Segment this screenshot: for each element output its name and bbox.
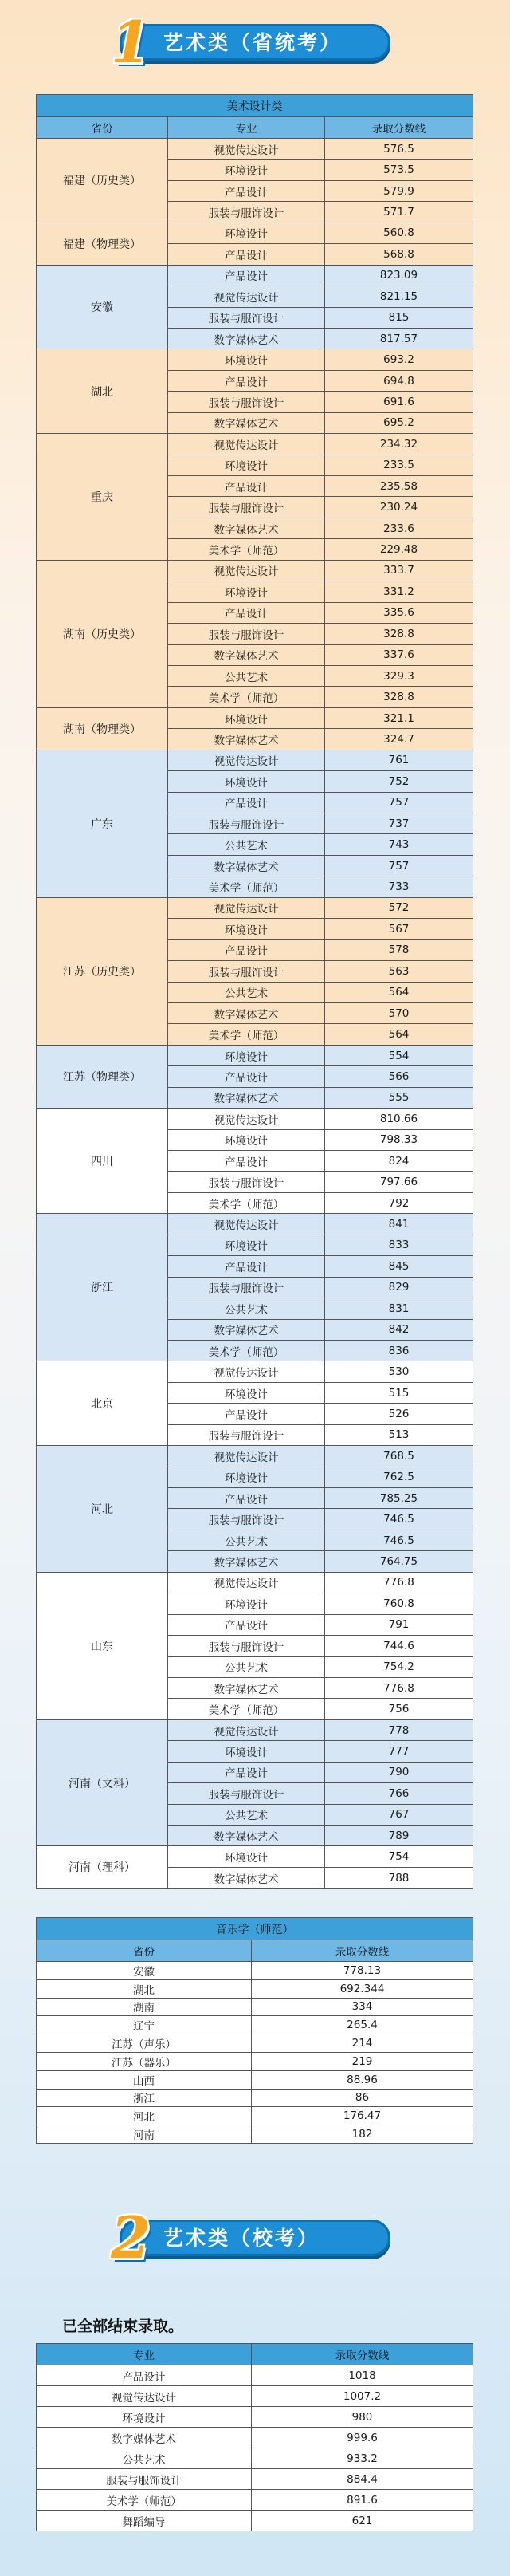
- table-row: [37, 2016, 473, 2034]
- major-cell: 环境设计: [168, 160, 325, 180]
- score-cell: 776.8: [325, 1572, 473, 1593]
- major-cell: 公共艺术: [168, 1656, 325, 1677]
- major-cell: 公共艺术: [168, 834, 325, 855]
- major-cell: 服装与服饰设计: [168, 307, 325, 328]
- major-cell: 环境设计: [168, 1467, 325, 1487]
- art-score-table: [36, 94, 473, 1889]
- score-cell: 328.8: [325, 687, 473, 707]
- score-cell: 788: [325, 1867, 473, 1888]
- major-cell: 环境设计: [168, 771, 325, 792]
- major-cell: 数字媒体艺术: [168, 1319, 325, 1340]
- table-row: [37, 1109, 473, 1129]
- music-score-table: [36, 1917, 473, 2144]
- major-cell: 美术学（师范）: [168, 539, 325, 560]
- col-header-score: 录取分数线: [325, 117, 473, 139]
- table-row: [37, 750, 473, 770]
- province-cell: 湖南: [37, 1998, 252, 2016]
- score-cell: 754: [325, 1846, 473, 1867]
- major-cell: 环境设计: [168, 1846, 325, 1867]
- province-cell: 湖北: [37, 349, 168, 434]
- score-cell: 737: [325, 813, 473, 834]
- province-cell: 河北: [37, 2107, 252, 2125]
- major-cell: 公共艺术: [168, 1298, 325, 1319]
- table-row: [37, 707, 473, 728]
- major-cell: 产品设计: [168, 1404, 325, 1424]
- major-cell: 视觉传达设计: [168, 897, 325, 918]
- province-cell: 安徽: [37, 1962, 252, 1980]
- score-cell: 560.8: [325, 223, 473, 243]
- major-cell: 产品设计: [168, 265, 325, 286]
- score-cell: 764.75: [325, 1551, 473, 1572]
- table-row: [37, 2070, 473, 2089]
- school-exam-score-table: [36, 2343, 473, 2531]
- score-cell: 778.13: [252, 1962, 473, 1980]
- score-cell: 621: [252, 2511, 473, 2531]
- major-cell: 视觉传达设计: [168, 1109, 325, 1129]
- score-cell: 233.6: [325, 518, 473, 538]
- province-cell: 河南（理科）: [37, 1846, 168, 1889]
- table-row: [37, 2448, 473, 2469]
- section1-number: 1: [110, 8, 151, 76]
- score-cell: 176.47: [252, 2107, 473, 2125]
- table-row: [37, 2407, 473, 2428]
- table-row: [37, 139, 473, 160]
- score-cell: 1007.2: [252, 2386, 473, 2407]
- major-cell: 产品设计: [168, 476, 325, 497]
- score-cell: 333.7: [325, 560, 473, 581]
- major-cell: 数字媒体艺术: [168, 1677, 325, 1698]
- major-cell: 服装与服饰设计: [168, 624, 325, 644]
- province-cell: 福建（物理类）: [37, 223, 168, 265]
- score-cell: 1018: [252, 2365, 473, 2386]
- music-table-title: 音乐学（师范）: [37, 1918, 473, 1940]
- major-cell: 服装与服饰设计: [168, 1424, 325, 1445]
- score-cell: 214: [252, 2034, 473, 2053]
- score-cell: 692.344: [252, 1979, 473, 1998]
- province-cell: 北京: [37, 1361, 168, 1446]
- major-cell: 服装与服饰设计: [168, 813, 325, 834]
- major-cell: 产品设计: [168, 1488, 325, 1509]
- table-row: [37, 2365, 473, 2386]
- major-cell: 服装与服饰设计: [168, 1509, 325, 1530]
- major-cell: 环境设计: [168, 1129, 325, 1150]
- score-cell: 334: [252, 1998, 473, 2016]
- score-cell: 760.8: [325, 1593, 473, 1614]
- major-cell: 服装与服饰设计: [168, 961, 325, 982]
- table-row: [37, 2089, 473, 2107]
- major-cell: 服装与服饰设计: [168, 1172, 325, 1192]
- score-cell: 841: [325, 1214, 473, 1235]
- col-header-province: 省份: [37, 117, 168, 139]
- table-row: [37, 1719, 473, 1740]
- score-cell: 821.15: [325, 286, 473, 307]
- major-cell: 视觉传达设计: [168, 1719, 325, 1740]
- table-row: [37, 560, 473, 581]
- major-cell: 公共艺术: [168, 1530, 325, 1550]
- major-cell: 数字媒体艺术: [168, 1002, 325, 1023]
- score-cell: 530: [325, 1361, 473, 1382]
- table-row: [37, 1979, 473, 1998]
- score-cell: 817.57: [325, 328, 473, 349]
- score-cell: 572: [325, 897, 473, 918]
- score-cell: 776.8: [325, 1677, 473, 1698]
- table-row: [37, 2052, 473, 2070]
- major-cell: 公共艺术: [37, 2448, 252, 2469]
- major-cell: 舞蹈编导: [37, 2511, 252, 2531]
- score-cell: 335.6: [325, 602, 473, 623]
- score-cell: 831: [325, 1298, 473, 1319]
- score-cell: 265.4: [252, 2016, 473, 2034]
- score-cell: 328.8: [325, 624, 473, 644]
- province-cell: 浙江: [37, 1214, 168, 1361]
- table-row: [37, 1214, 473, 1235]
- table-row: [37, 2428, 473, 2448]
- table-row: [37, 1846, 473, 1867]
- major-cell: 产品设计: [168, 1762, 325, 1782]
- major-cell: 环境设计: [168, 919, 325, 939]
- music-header-province: 省份: [37, 1940, 252, 1962]
- score-cell: 746.5: [325, 1530, 473, 1550]
- score-cell: 815: [325, 307, 473, 328]
- music-header-score: 录取分数线: [252, 1940, 473, 1962]
- score-cell: 331.2: [325, 581, 473, 602]
- major-cell: 视觉传达设计: [168, 139, 325, 160]
- province-cell: 湖南（历史类）: [37, 560, 168, 707]
- score-cell: 234.32: [325, 434, 473, 455]
- score-cell: 756: [325, 1699, 473, 1719]
- province-cell: 湖北: [37, 1979, 252, 1998]
- major-cell: 视觉传达设计: [168, 1214, 325, 1235]
- art-table-title: 美术设计类: [37, 95, 473, 117]
- province-cell: 河南（文科）: [37, 1719, 168, 1846]
- major-cell: 产品设计: [168, 1066, 325, 1087]
- score-cell: 693.2: [325, 349, 473, 370]
- major-cell: 环境设计: [168, 349, 325, 370]
- major-cell: 产品设计: [168, 602, 325, 623]
- major-cell: 公共艺术: [168, 1804, 325, 1825]
- province-cell: 江苏（声乐）: [37, 2034, 252, 2053]
- score-cell: 563: [325, 961, 473, 982]
- major-cell: 环境设计: [168, 581, 325, 602]
- major-cell: 环境设计: [168, 1045, 325, 1065]
- score-cell: 768.5: [325, 1446, 473, 1467]
- score-cell: 767: [325, 1804, 473, 1825]
- score-cell: 733: [325, 876, 473, 897]
- score-cell: 757: [325, 855, 473, 876]
- province-cell: 辽宁: [37, 2016, 252, 2034]
- major-cell: 环境设计: [168, 1741, 325, 1762]
- score-cell: 230.24: [325, 497, 473, 518]
- major-cell: 数字媒体艺术: [168, 412, 325, 433]
- province-cell: 河南: [37, 2125, 252, 2144]
- score-cell: 86: [252, 2089, 473, 2107]
- score-cell: 777: [325, 1741, 473, 1762]
- major-cell: 公共艺术: [168, 665, 325, 686]
- score-cell: 337.6: [325, 644, 473, 665]
- score-cell: 324.7: [325, 729, 473, 750]
- table-row: [37, 2107, 473, 2125]
- table-row: [37, 223, 473, 243]
- score-cell: 695.2: [325, 412, 473, 433]
- school-header-major: 专业: [37, 2344, 252, 2365]
- table-row: [37, 349, 473, 370]
- major-cell: 数字媒体艺术: [168, 1826, 325, 1846]
- major-cell: 数字媒体艺术: [168, 1551, 325, 1572]
- major-cell: 视觉传达设计: [168, 286, 325, 307]
- score-cell: 785.25: [325, 1488, 473, 1509]
- score-cell: 321.1: [325, 707, 473, 728]
- score-cell: 235.58: [325, 476, 473, 497]
- province-cell: 安徽: [37, 265, 168, 349]
- score-cell: 797.66: [325, 1172, 473, 1192]
- major-cell: 视觉传达设计: [168, 1446, 325, 1467]
- major-cell: 产品设计: [168, 792, 325, 813]
- province-cell: 湖南（物理类）: [37, 707, 168, 750]
- table-row: [37, 2469, 473, 2490]
- score-cell: 564: [325, 1024, 473, 1045]
- score-cell: 791: [325, 1614, 473, 1635]
- major-cell: 服装与服饰设计: [168, 1783, 325, 1804]
- score-cell: 823.09: [325, 265, 473, 286]
- score-cell: 891.6: [252, 2490, 473, 2511]
- score-cell: 778: [325, 1719, 473, 1740]
- table-row: [37, 1361, 473, 1382]
- province-cell: 江苏（历史类）: [37, 897, 168, 1045]
- score-cell: 555: [325, 1087, 473, 1108]
- score-cell: 88.96: [252, 2070, 473, 2089]
- score-cell: 762.5: [325, 1467, 473, 1487]
- province-cell: 四川: [37, 1109, 168, 1214]
- score-cell: 790: [325, 1762, 473, 1782]
- major-cell: 环境设计: [168, 455, 325, 475]
- score-cell: 757: [325, 792, 473, 813]
- section1-title: 艺术类（省统考）: [163, 31, 343, 54]
- score-cell: 233.5: [325, 455, 473, 475]
- table-row: [37, 2386, 473, 2407]
- major-cell: 产品设计: [168, 1151, 325, 1172]
- score-cell: 571.7: [325, 202, 473, 223]
- score-cell: 568.8: [325, 244, 473, 265]
- score-cell: 526: [325, 1404, 473, 1424]
- province-cell: 河北: [37, 1446, 168, 1573]
- section1-heading: [0, 8, 510, 76]
- score-cell: 182: [252, 2125, 473, 2144]
- table-row: [37, 1446, 473, 1467]
- major-cell: 服装与服饰设计: [168, 1277, 325, 1298]
- major-cell: 环境设计: [168, 223, 325, 243]
- score-cell: 567: [325, 919, 473, 939]
- province-cell: 广东: [37, 750, 168, 897]
- major-cell: 服装与服饰设计: [168, 202, 325, 223]
- major-cell: 美术学（师范）: [168, 876, 325, 897]
- major-cell: 环境设计: [168, 1593, 325, 1614]
- table-row: [37, 1962, 473, 1980]
- province-cell: 江苏（器乐）: [37, 2052, 252, 2070]
- score-cell: 789: [325, 1826, 473, 1846]
- col-header-major: 专业: [168, 117, 325, 139]
- major-cell: 数字媒体艺术: [37, 2428, 252, 2448]
- major-cell: 数字媒体艺术: [168, 729, 325, 750]
- score-cell: 766: [325, 1783, 473, 1804]
- table-row: [37, 2511, 473, 2531]
- score-cell: 691.6: [325, 392, 473, 412]
- major-cell: 服装与服饰设计: [168, 497, 325, 518]
- table-row: [37, 2034, 473, 2053]
- major-cell: 产品设计: [168, 939, 325, 960]
- major-cell: 公共艺术: [168, 982, 325, 1002]
- major-cell: 产品设计: [168, 244, 325, 265]
- score-cell: 829: [325, 1277, 473, 1298]
- table-row: [37, 434, 473, 455]
- major-cell: 环境设计: [168, 707, 325, 728]
- score-cell: 564: [325, 982, 473, 1002]
- score-cell: 980: [252, 2407, 473, 2428]
- major-cell: 数字媒体艺术: [168, 518, 325, 538]
- major-cell: 美术学（师范）: [168, 1699, 325, 1719]
- major-cell: 美术学（师范）: [37, 2490, 252, 2511]
- score-cell: 515: [325, 1382, 473, 1403]
- table-row: [37, 2490, 473, 2511]
- major-cell: 服装与服饰设计: [168, 392, 325, 412]
- province-cell: 重庆: [37, 434, 168, 561]
- score-cell: 744.6: [325, 1636, 473, 1656]
- table-row: [37, 1572, 473, 1593]
- score-cell: 810.66: [325, 1109, 473, 1129]
- table-row: [37, 1045, 473, 1065]
- major-cell: 视觉传达设计: [168, 1572, 325, 1593]
- major-cell: 数字媒体艺术: [168, 855, 325, 876]
- score-cell: 999.6: [252, 2428, 473, 2448]
- score-cell: 798.33: [325, 1129, 473, 1150]
- major-cell: 视觉传达设计: [168, 560, 325, 581]
- score-cell: 884.4: [252, 2469, 473, 2490]
- major-cell: 环境设计: [168, 1235, 325, 1255]
- score-cell: 329.3: [325, 665, 473, 686]
- major-cell: 美术学（师范）: [168, 1192, 325, 1213]
- admission-closed-note: 已全部结束录取。: [62, 2318, 184, 2335]
- score-cell: 761: [325, 750, 473, 770]
- major-cell: 视觉传达设计: [168, 434, 325, 455]
- score-cell: 752: [325, 771, 473, 792]
- major-cell: 美术学（师范）: [168, 1340, 325, 1361]
- score-cell: 219: [252, 2052, 473, 2070]
- province-cell: 福建（历史类）: [37, 139, 168, 223]
- table-row: [37, 265, 473, 286]
- section2-title: 艺术类（校考）: [163, 2227, 320, 2250]
- major-cell: 产品设计: [168, 180, 325, 201]
- major-cell: 视觉传达设计: [168, 1361, 325, 1382]
- table-row: [37, 2125, 473, 2144]
- major-cell: 产品设计: [37, 2365, 252, 2386]
- major-cell: 美术学（师范）: [168, 1024, 325, 1045]
- table-row: [37, 1998, 473, 2016]
- major-cell: 环境设计: [168, 1382, 325, 1403]
- score-cell: 570: [325, 1002, 473, 1023]
- major-cell: 视觉传达设计: [37, 2386, 252, 2407]
- score-cell: 792: [325, 1192, 473, 1213]
- score-cell: 694.8: [325, 370, 473, 391]
- score-cell: 554: [325, 1045, 473, 1065]
- major-cell: 数字媒体艺术: [168, 1867, 325, 1888]
- section2-number: 2: [110, 2204, 151, 2271]
- major-cell: 服装与服饰设计: [168, 1636, 325, 1656]
- score-cell: 824: [325, 1151, 473, 1172]
- province-cell: 江苏（物理类）: [37, 1045, 168, 1108]
- score-cell: 743: [325, 834, 473, 855]
- score-cell: 579.9: [325, 180, 473, 201]
- score-cell: 566: [325, 1066, 473, 1087]
- section2-heading: [0, 2205, 510, 2269]
- province-cell: 山东: [37, 1572, 168, 1719]
- score-cell: 573.5: [325, 160, 473, 180]
- score-cell: 746.5: [325, 1509, 473, 1530]
- major-cell: 产品设计: [168, 1256, 325, 1277]
- major-cell: 产品设计: [168, 1614, 325, 1635]
- score-cell: 229.48: [325, 539, 473, 560]
- major-cell: 环境设计: [37, 2407, 252, 2428]
- province-cell: 山西: [37, 2070, 252, 2089]
- major-cell: 产品设计: [168, 370, 325, 391]
- major-cell: 美术学（师范）: [168, 687, 325, 707]
- school-header-score: 录取分数线: [252, 2344, 473, 2365]
- major-cell: 服装与服饰设计: [37, 2469, 252, 2490]
- score-cell: 578: [325, 939, 473, 960]
- major-cell: 数字媒体艺术: [168, 1087, 325, 1108]
- major-cell: 视觉传达设计: [168, 750, 325, 770]
- score-cell: 513: [325, 1424, 473, 1445]
- major-cell: 数字媒体艺术: [168, 644, 325, 665]
- score-cell: 576.5: [325, 139, 473, 160]
- score-cell: 842: [325, 1319, 473, 1340]
- score-cell: 845: [325, 1256, 473, 1277]
- province-cell: 浙江: [37, 2089, 252, 2107]
- score-cell: 833: [325, 1235, 473, 1255]
- score-cell: 836: [325, 1340, 473, 1361]
- major-cell: 数字媒体艺术: [168, 328, 325, 349]
- table-row: [37, 897, 473, 918]
- score-cell: 754.2: [325, 1656, 473, 1677]
- score-cell: 933.2: [252, 2448, 473, 2469]
